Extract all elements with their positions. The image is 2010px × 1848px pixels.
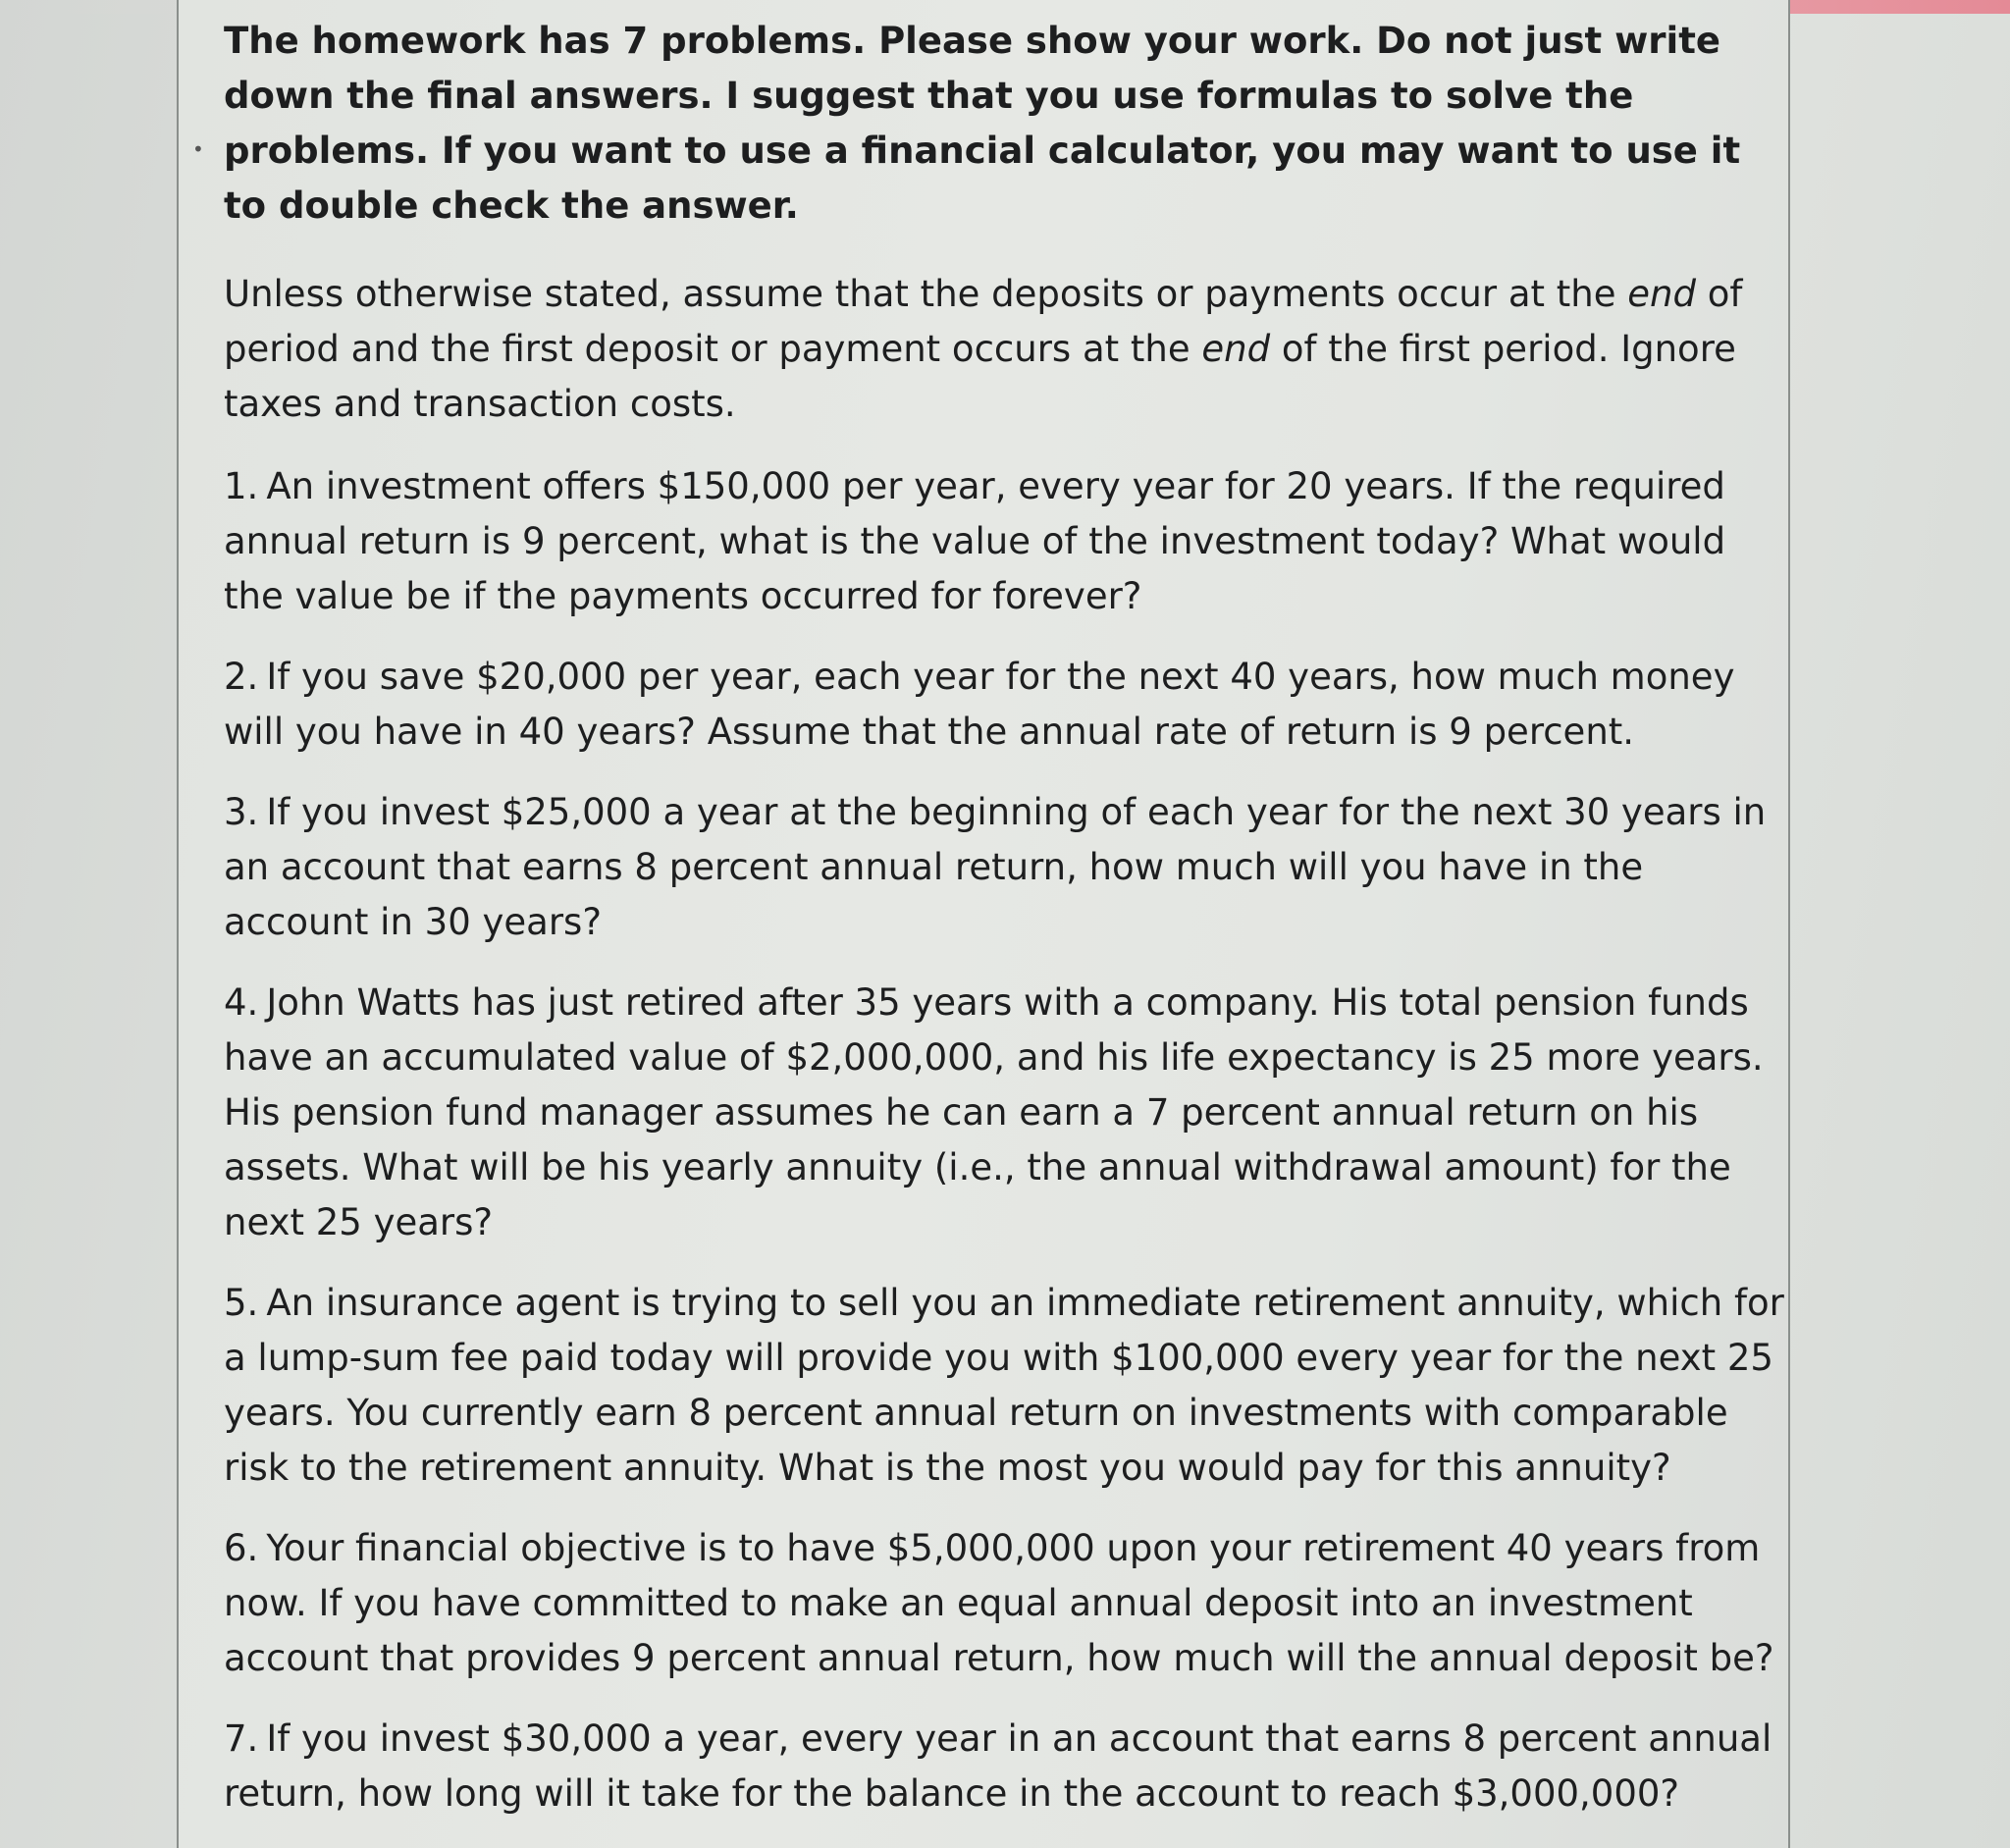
assumption-emphasis-1: end — [1627, 273, 1696, 315]
problem-text: If you save $20,000 per year, each year for the next 40 years, how much money will you have in 40 years? Assume that the annual rate of return is 9 percent. — [224, 656, 1735, 753]
problem-number: 1. — [224, 465, 259, 507]
assumption-text-2: of period and the first deposit or payment occurs at the — [224, 273, 1743, 370]
assumption-paragraph — [224, 267, 1794, 432]
problem-5 — [224, 1276, 1794, 1496]
instructions-paragraph: The homework has 7 problems. Please show your work. Do not just write down the final answers. I suggest that you use formulas to solve the problems. If you want to use a financial calculator, you may want to use it to double check the answer. — [224, 20, 1741, 227]
problem-number: 7. — [224, 1717, 259, 1760]
assumption-text-1: Unless otherwise stated, assume that the deposits or payments occur at the — [224, 273, 1628, 315]
problem-number: 3. — [224, 791, 259, 833]
problem-number: 2. — [224, 656, 259, 698]
assumption-emphasis-2: end — [1201, 328, 1271, 370]
problem-text: An investment offers $150,000 per year, every year for 20 years. If the required annual return is 9 percent, what is the value of the investment today? What would the value be if the payments occurred for forever? — [224, 465, 1726, 617]
margin-dot-mark: • — [192, 137, 204, 161]
problem-text: If you invest $25,000 a year at the beginning of each year for the next 30 years in an account that earns 8 percent annual return, how much will you have in the account in 30 years? — [224, 791, 1767, 943]
problem-text: If you invest $30,000 a year, every year in an account that earns 8 percent annual return, how long will it take for the balance in the account to reach $3,000,000? — [224, 1717, 1772, 1815]
problem-text: Your financial objective is to have $5,000,000 upon your retirement 40 years from now. If you have committed to make an equal annual deposit into an investment account that provides 9 percent annual return, how much will the annual deposit be? — [224, 1527, 1774, 1679]
problem-6 — [224, 1521, 1794, 1686]
problem-1 — [224, 459, 1794, 624]
problem-number: 5. — [224, 1282, 259, 1324]
document-content — [224, 14, 1794, 1847]
problem-3 — [224, 785, 1794, 950]
problem-number: 4. — [224, 981, 259, 1024]
problem-text: An insurance agent is trying to sell you an immediate retirement annuity, which for a lump-sum fee paid today will provide you with $100,000 every year for the next 25 years. You currently earn 8 percent annual return on investments with comparable risk to the retirement annuity. What is the most you would pay for this annuity? — [224, 1282, 1784, 1489]
problem-number: 6. — [224, 1527, 259, 1569]
problem-text: John Watts has just retired after 35 years with a company. His total pension funds have an accumulated value of $2,000,000, and his life expectancy is 25 more years. His pension fund manager assumes he can earn a 7 percent annual return on his assets. What will be his yearly annuity (i.e., the annual withdrawal amount) for the next 25 years? — [224, 981, 1764, 1243]
problem-7 — [224, 1712, 1794, 1822]
problem-2 — [224, 650, 1794, 760]
problem-4 — [224, 976, 1794, 1250]
assumption-text-3: of the first period. Ignore taxes and transaction costs. — [224, 328, 1736, 425]
